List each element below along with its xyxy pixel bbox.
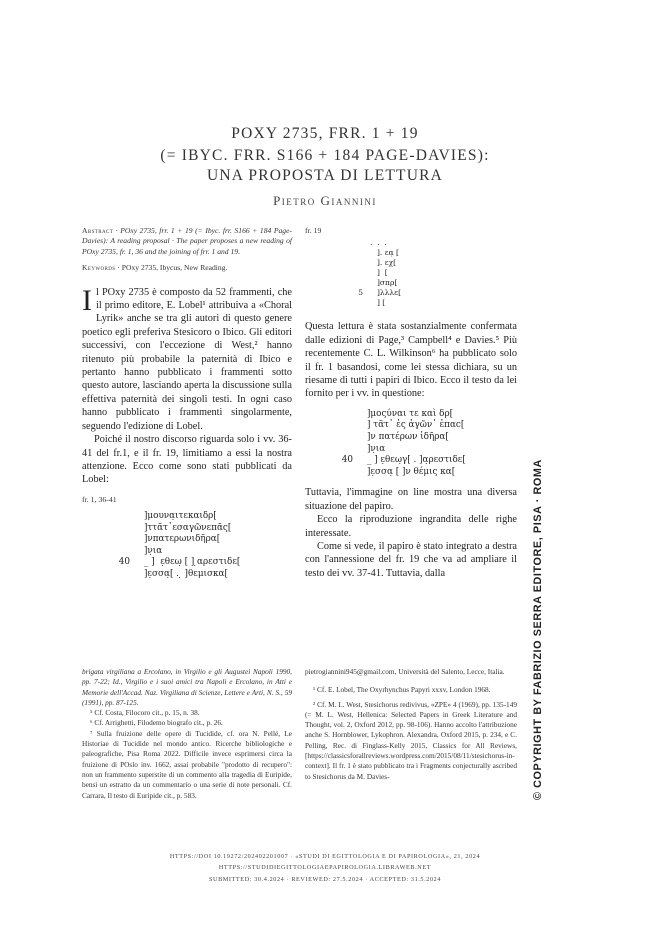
keywords bbox=[82, 263, 292, 273]
frag-line: ]. εα̣ [ bbox=[377, 248, 399, 258]
line-number: 40 bbox=[341, 455, 353, 466]
right-paragraph-4: Come si vede, il papiro è stato integrato a destra con l'annessione del fr. 19 che va ad ampliare il testo dei vv. 37-41. Tuttavia, dalla bbox=[305, 540, 517, 579]
footnotes-right bbox=[305, 667, 517, 782]
abstract bbox=[82, 226, 292, 257]
intro-paragraph bbox=[82, 283, 292, 433]
footnote-1: ¹ Cf. E. Lobel, The Oxyrhynchus Papyri xxxv, London 1968. bbox=[313, 685, 491, 695]
greek-line: ]μουνα̣ιτεκαιδρ[ bbox=[144, 511, 217, 522]
frag-line: ] [ bbox=[377, 298, 386, 308]
footnote-2: ² Cf. M. L. West, Stesichorus redivivus, «ZPE» 4 (1969), pp. 135-149 (= M. L. West, Hellenica: Selected Papers in Greek Literature and Thought, vol. 2, Oxford 2012, pp. 98-106). Hanno accolto l'attribuzione anche S. Hornblower, Lykophron. Alexandra, Oxford 2015, p. 234, e C. Pelling, Rec. di Finglass-Kelly 2015, Classics for All Reviews, [https://classicsforallreviews.wordpress.com/2015/08/11/stesichorus-in-context]. Il fr. 1 è stato pubblicato tra i Fragments conjecturally ascribed to Stesichorus da M. Davies- bbox=[305, 699, 517, 781]
greek-line: ]ε̣σσα̣ [ ]ν θέμις κα[ bbox=[367, 466, 456, 477]
abstract-text: · POxy 2735, frr. 1 + 19 (= Ibyc. frr. S166 + 184 Page-Davies): A reading proposal · The paper proposes a new reading of POxy 2735, fr. 1, 36 and the joining of frr. 1 and 19. bbox=[82, 226, 292, 256]
footer-url: HTTPS://STUDIDIEGITTOLOGIAEPAPIROLOGIA.LIBRAWEB.NET bbox=[218, 864, 432, 871]
footer-dates: SUBMITTED: 30.4.2024 · REVIEWED: 27.5.2024 · ACCEPTED: 31.5.2024 bbox=[208, 876, 442, 883]
greek-line: ]ττᾶτ᾽εσαγῶνεπᾶς[ bbox=[144, 522, 232, 533]
title-line-1: POXY 2735, FRR. 1 + 19 bbox=[231, 125, 419, 142]
title-line-3: UNA PROPOSTA DI LETTURA bbox=[206, 167, 444, 184]
footnote-continued: brigata virgiliana a Ercolano, in Virgilio e gli Augustei Napoli 1990, pp. 7-22; Id., Virgilio e i suoi amici tra Napoli e Ercolano, in Atti e Memorie dell'Accad. Naz. Virgiliana di Scienze, Lettere e Arti, N. S., 59 (1991), pp. 87-125. bbox=[82, 667, 292, 707]
greek-line: ]ε̣σσα̣[ . ̣ ]θεμισκα[ bbox=[144, 568, 228, 579]
right-paragraph-1: Questa lettura è stata sostanzialmente confermata dalle edizioni di Page,³ Campbell⁴ e Davies.⁵ Più recentemente C. L. Wilkinson⁶ ha pubblicato solo il fr. 1 basandosi, come lei stessa dichiara, su un riesame di tutti i papiri di Ibico. Ecco il testo da lei fornito per i vv. in questione: bbox=[305, 321, 517, 400]
frag-line: ]σπρ[ bbox=[377, 278, 398, 288]
fr19-label: fr. 19 bbox=[305, 226, 322, 235]
paragraph-2: Poiché il nostro discorso riguarda solo i vv. 36-41 del fr.1, e il fr. 19, limitiamo a essi la nostra attenzione. Ecco come sono stati pubblicati da Lobel: bbox=[82, 434, 292, 486]
intro-text: l POxy 2735 è composto da 52 frammenti, che il primo editore, E. Lobel¹ attribuiva a «Choral Lyrik» anche se tra gli autori di questo genere poetico egli preferiva Stesicoro o Ibico. Gli editori successivi, con l'eccezione di West,² hanno ritenuto più probabile la paternità di Ibico e pertanto hanno pubblicato i frammenti sotto questo autore, lasciando aperta la discussione sulla effettiva paternità dei singoli testi. In ogni caso hanno pubblicato i frammenti singolarmente, seguendo l'edizione di Lobel. bbox=[82, 286, 292, 432]
greek-line: 40 _ ] ε̣θεω̣ [ ] ̣αρεστιδε[ bbox=[112, 557, 292, 569]
greek-line: 40 _ ] ε̣θεω̣γ[ . ]α̣ρεστιδε[ bbox=[335, 455, 517, 467]
frag-line: ] [ bbox=[377, 268, 388, 278]
keywords-label: Keywords bbox=[82, 263, 116, 273]
footer-doi: HTTPS://DOI 10.19272/202402201007 · «STUDI DI EGITTOLOGIA E DI PAPIROLOGIA», 21, 2024 bbox=[169, 853, 481, 860]
greek-line: ]ν πατέρων ἱδῆρα[ bbox=[367, 431, 449, 442]
greek-line: ]νπατερωνιδῆρα[ bbox=[144, 534, 221, 545]
left-column bbox=[82, 226, 292, 581]
author: Pietro Giannini bbox=[273, 193, 377, 208]
greek-line: ] τᾶτ᾽ ἐς ἀγῶν᾽ ἐπαϲ[ bbox=[367, 420, 465, 431]
keywords-text: · POxy 2735, Ibycus, New Reading. bbox=[117, 263, 228, 273]
footnote-6: ⁶ Cf. Arrighetti, Filodemo biografo cit., p. 26. bbox=[90, 718, 223, 728]
greek-block-left bbox=[112, 511, 292, 581]
title-line-2: (= IBYC. FRR. S166 + 184 PAGE-DAVIES): bbox=[160, 147, 490, 164]
right-paragraph-3: Ecco la riproduzione ingrandita delle righe interessate. bbox=[305, 514, 517, 539]
line-number: 5 bbox=[358, 288, 363, 298]
greek-block-right bbox=[335, 409, 517, 479]
author-email: pietrogiannini945@gmail.com, Università del Salento, Lecce, Italia. bbox=[305, 667, 505, 676]
dots: . . . bbox=[370, 238, 387, 248]
greek-line: ]ν̣ια bbox=[144, 545, 163, 556]
abstract-label: Abstract bbox=[82, 226, 114, 235]
right-paragraph-2: Tuttavia, l'immagine on line mostra una diversa situazione del papiro. bbox=[305, 487, 517, 512]
right-column bbox=[305, 226, 517, 580]
fr19-block bbox=[345, 238, 517, 308]
greek-line: ]ν̣ια bbox=[367, 443, 386, 454]
footnotes-left bbox=[82, 667, 292, 801]
frag-line: ]. εχ[ bbox=[377, 258, 397, 268]
footnote-5: ⁵ Cf. Costa, Filocoro cit., p. 15, n. 38. bbox=[90, 708, 200, 718]
drop-cap: I bbox=[82, 283, 92, 317]
line-number: 40 bbox=[118, 557, 130, 568]
footnote-7: ⁷ Sulla fruizione delle opere di Tucidide, cf. ora N. Pellé, Le Historiae di Tucidide nel mondo antico. Ricerche bibliologiche e paleografiche, Pisa Roma 2022. Difficile invece esprimersi circa la fruizione di POslo inv. 1662, assai probabile "prodotto di recupero": non un frammento superstite di un commento alla tragedia di Euripide, bensì un estratto da un commentario o una serie di note personali. Cf. Carrara, Il testo di Euripide cit., p. 583. bbox=[82, 728, 292, 800]
fr1-label: fr. 1, 36-41 bbox=[82, 494, 117, 504]
greek-line: ]μοςύναι τε καὶ δρ[ bbox=[367, 408, 454, 419]
copyright-notice: © COPYRIGHT BY FABRIZIO SERRA EDITORE, PISA · ROMA bbox=[532, 459, 544, 800]
frag-line: 5 ]λλλε[ bbox=[345, 288, 517, 298]
